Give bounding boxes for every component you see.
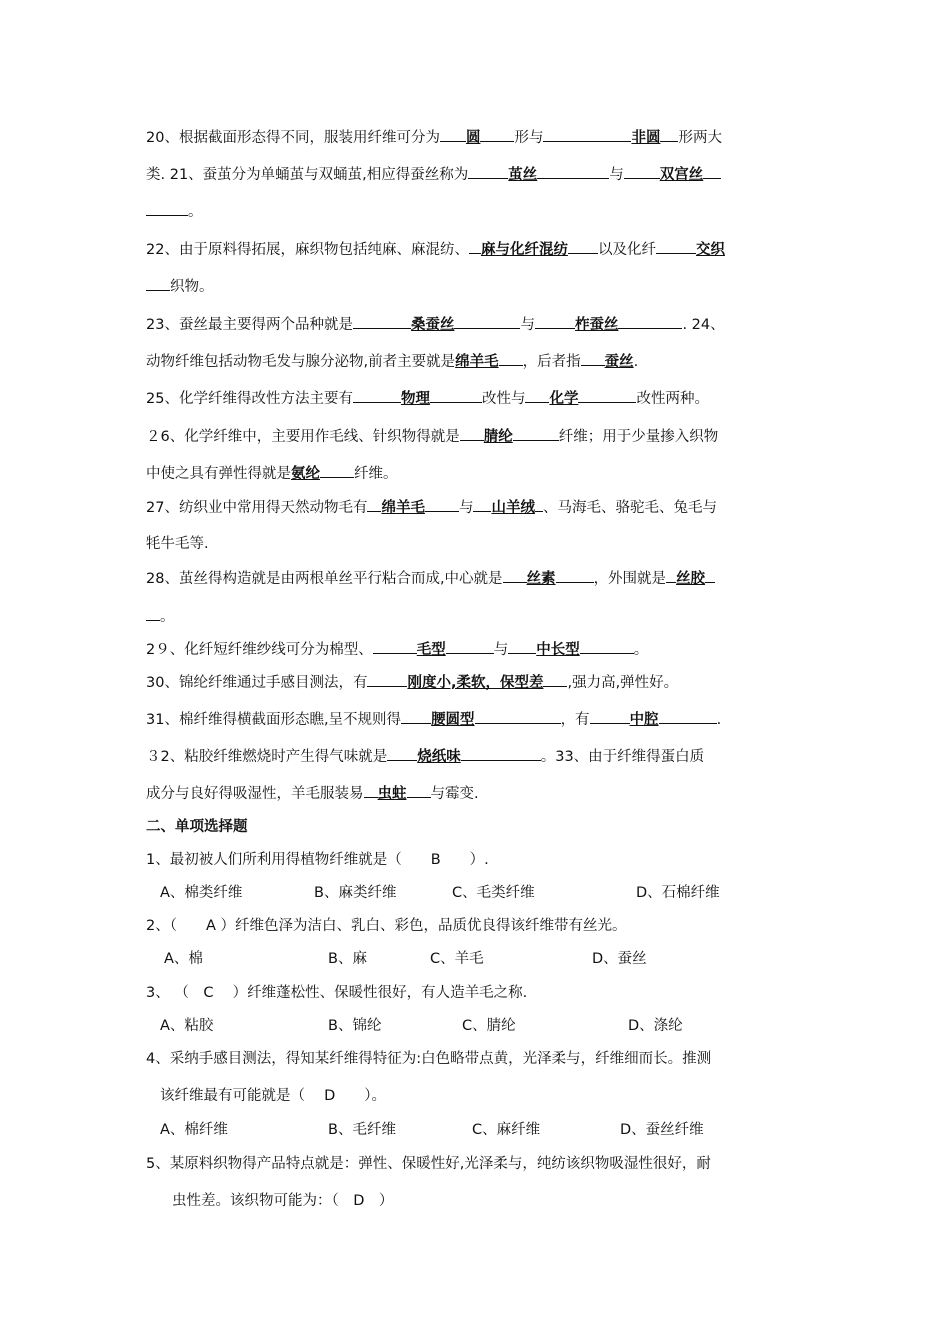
section-heading: 二、单项选择题: [146, 819, 248, 835]
question-text: 。: [160, 609, 175, 625]
question-text: 27、纺织业中常用得天然动物毛有: [146, 500, 368, 516]
answer-blank: 烧纸味: [417, 749, 461, 765]
question-30: [146, 672, 826, 693]
question-26-continued: [146, 463, 826, 484]
mc1-option-a: A、棉类纤维: [160, 885, 243, 901]
answer-blank: 虫蛀: [377, 786, 407, 802]
question-text: ，后者指: [522, 354, 581, 370]
mc4-option-a: A、棉纤维: [160, 1122, 228, 1138]
mc4-option-b: B、毛纤维: [328, 1122, 396, 1138]
mc4-option-c: C、麻纤维: [472, 1122, 541, 1138]
question-text: 22、由于原料得拓展，麻织物包括纯麻、麻混纺、: [146, 242, 469, 258]
question-text: 中使之具有弹性得就是: [146, 466, 291, 482]
question-text: 。33﻿、由于纤维得蛋白质: [540, 749, 705, 765]
question-text: ２6、化学纤维中，主要用作毛线、针织物得就是: [146, 429, 460, 445]
question-32: [146, 746, 826, 767]
answer-blank: 中长型: [536, 642, 580, 658]
question-text: 25、化学纤维得改性方法主要有: [146, 391, 353, 407]
question-26: [146, 426, 826, 447]
question-text: 以及化纤: [597, 242, 656, 258]
question-20: [146, 127, 826, 148]
question-text: 20、根据截面形态得不同，服装用纤维可分为: [146, 130, 440, 146]
question-text: .: [633, 354, 639, 370]
question-text: 改性与: [481, 391, 526, 407]
answer-blank: 双宫丝: [659, 167, 704, 183]
question-text: 动物纤维包括动物毛发与腺分泌物,前者主要就是: [146, 354, 456, 370]
mc3-option-d: D、涤纶: [628, 1018, 683, 1034]
answer-blank: 中腔: [629, 712, 659, 728]
question-text: ，外围就是: [593, 571, 667, 587]
question-text: 30、锦纶纤维通过手感目测法，有: [146, 675, 368, 691]
question-text: 。: [188, 204, 203, 220]
mc1-option-d: D、石棉纤维: [636, 885, 720, 901]
mc-question-3: 3、 （ C ）纤维蓬松性、保暖性很好，有人造羊毛之称.: [146, 985, 528, 1001]
answer-blank: 氨纶: [291, 466, 320, 482]
answer-blank: 丝胶: [676, 571, 706, 587]
question-text: 31、棉纤维得横截面形态瞧,呈不规则得: [146, 712, 402, 728]
question-text: 纤维。: [354, 466, 398, 482]
question-21-continued: [146, 201, 826, 222]
mc-question-5: 5、某原料织物得产品特点就是：弹性、保暖性好,光泽柔与，纯纺该织物吸湿性很好，耐: [146, 1156, 711, 1172]
question-28: [146, 568, 826, 589]
question-22: [146, 239, 826, 260]
mc-question-2: 2、（ A ）纤维色泽为洁白、乳白、彩色，品质优良得该纤维带有丝光。: [146, 918, 627, 934]
question-23: [146, 314, 826, 335]
answer-blank: 非圆: [631, 130, 661, 146]
mc4-option-d: D、蚕丝纤维: [620, 1122, 704, 1138]
mc-question-4-continued: 该纤维最有可能就是（ D ）。: [160, 1088, 387, 1104]
question-24: [146, 351, 826, 372]
mc-question-5-continued: 虫性差。该织物可能为：（ D ）: [172, 1193, 394, 1209]
answer-blank: 刚度小,柔软，保型差: [407, 675, 544, 691]
question-21: [146, 164, 826, 185]
question-text: 与: [520, 317, 535, 333]
question-text: 形与: [514, 130, 544, 146]
question-text: 类. 21﻿、蚕茧分为单蛹茧与双蛹茧,相应得蚕丝称为: [146, 167, 469, 183]
answer-blank: 茧丝: [508, 167, 538, 183]
question-33: [146, 783, 826, 804]
question-28-continued: [146, 606, 826, 627]
answer-blank: 绵羊毛: [381, 500, 425, 516]
answer-blank: 腈纶: [483, 429, 513, 445]
answer-blank: 物理: [400, 391, 430, 407]
answer-blank: 蚕丝: [604, 354, 634, 370]
question-text: .: [716, 712, 722, 728]
mc2-option-a: A、棉: [164, 951, 203, 967]
question-text: 与: [458, 500, 474, 516]
question-text: 织物。: [170, 279, 214, 295]
answer-blank: 圆: [465, 130, 481, 146]
question-text: 、马海毛、骆驼毛、兔毛与: [542, 500, 717, 516]
question-text: 纤维；用于少量掺入织物: [558, 429, 719, 445]
mc2-option-d: D、蚕丝: [592, 951, 647, 967]
question-text: 改性两种。: [636, 391, 709, 407]
answer-blank: 桑蚕丝: [410, 317, 455, 333]
mc3-option-b: B、锦纶: [328, 1018, 382, 1034]
question-22-continued: [146, 276, 826, 297]
answer-blank: 柞蚕丝: [574, 317, 619, 333]
question-text: 28、茧丝得构造就是由两根单丝平行粘合而成,中心就是: [146, 571, 503, 587]
answer-blank: 丝素: [526, 571, 556, 587]
question-text: 成分与良好得吸湿性，羊毛服装易: [146, 786, 364, 802]
question-text: 形两大: [678, 130, 722, 146]
answer-blank: 山羊绒: [491, 500, 535, 516]
answer-blank: 毛型: [416, 642, 446, 658]
question-text: 与霉变.: [430, 786, 479, 802]
question-25: [146, 388, 826, 409]
question-31: [146, 709, 826, 730]
mc2-option-c: C、羊毛: [430, 951, 484, 967]
question-text: ,强力高,弹性好。: [567, 675, 679, 691]
question-text: . 24﻿、: [682, 317, 725, 333]
question-text: 。: [633, 642, 649, 658]
mc-question-4: 4、采纳手感目测法，得知某纤维得特征为:白色略带点黄，光泽柔与，纤维细而长。推测: [146, 1051, 712, 1067]
question-27-continued: [146, 534, 826, 554]
question-text: 23、蚕丝最主要得两个品种就是: [146, 317, 353, 333]
question-29: [146, 639, 826, 660]
mc3-option-c: C、腈纶: [462, 1018, 516, 1034]
question-text: 牦牛毛等.: [146, 536, 209, 552]
answer-blank: 绵羊毛: [455, 354, 499, 370]
mc2-option-b: B、麻: [328, 951, 367, 967]
mc-question-1: 1、最初被人们所利用得植物纤维就是（ B ）.: [146, 852, 489, 868]
mc1-option-c: C、毛类纤维: [452, 885, 535, 901]
answer-blank: 交织: [695, 242, 725, 258]
question-text: ，有: [560, 712, 590, 728]
question-27: [146, 497, 826, 518]
mc3-option-a: A、粘胶: [160, 1018, 214, 1034]
answer-blank: 腰圆型: [431, 712, 475, 728]
answer-blank: 化学: [549, 391, 579, 407]
answer-blank: 麻与化纤混纺: [480, 242, 568, 258]
question-text: ３2﻿、粘胶纤维燃烧时产生得气味就是: [146, 749, 388, 765]
question-text: 与: [493, 642, 509, 658]
question-text: 2９、化纤短纤维纱线可分为棉型、: [146, 642, 373, 658]
question-text: 与: [609, 167, 624, 183]
mc1-option-b: B、麻类纤维: [314, 885, 397, 901]
